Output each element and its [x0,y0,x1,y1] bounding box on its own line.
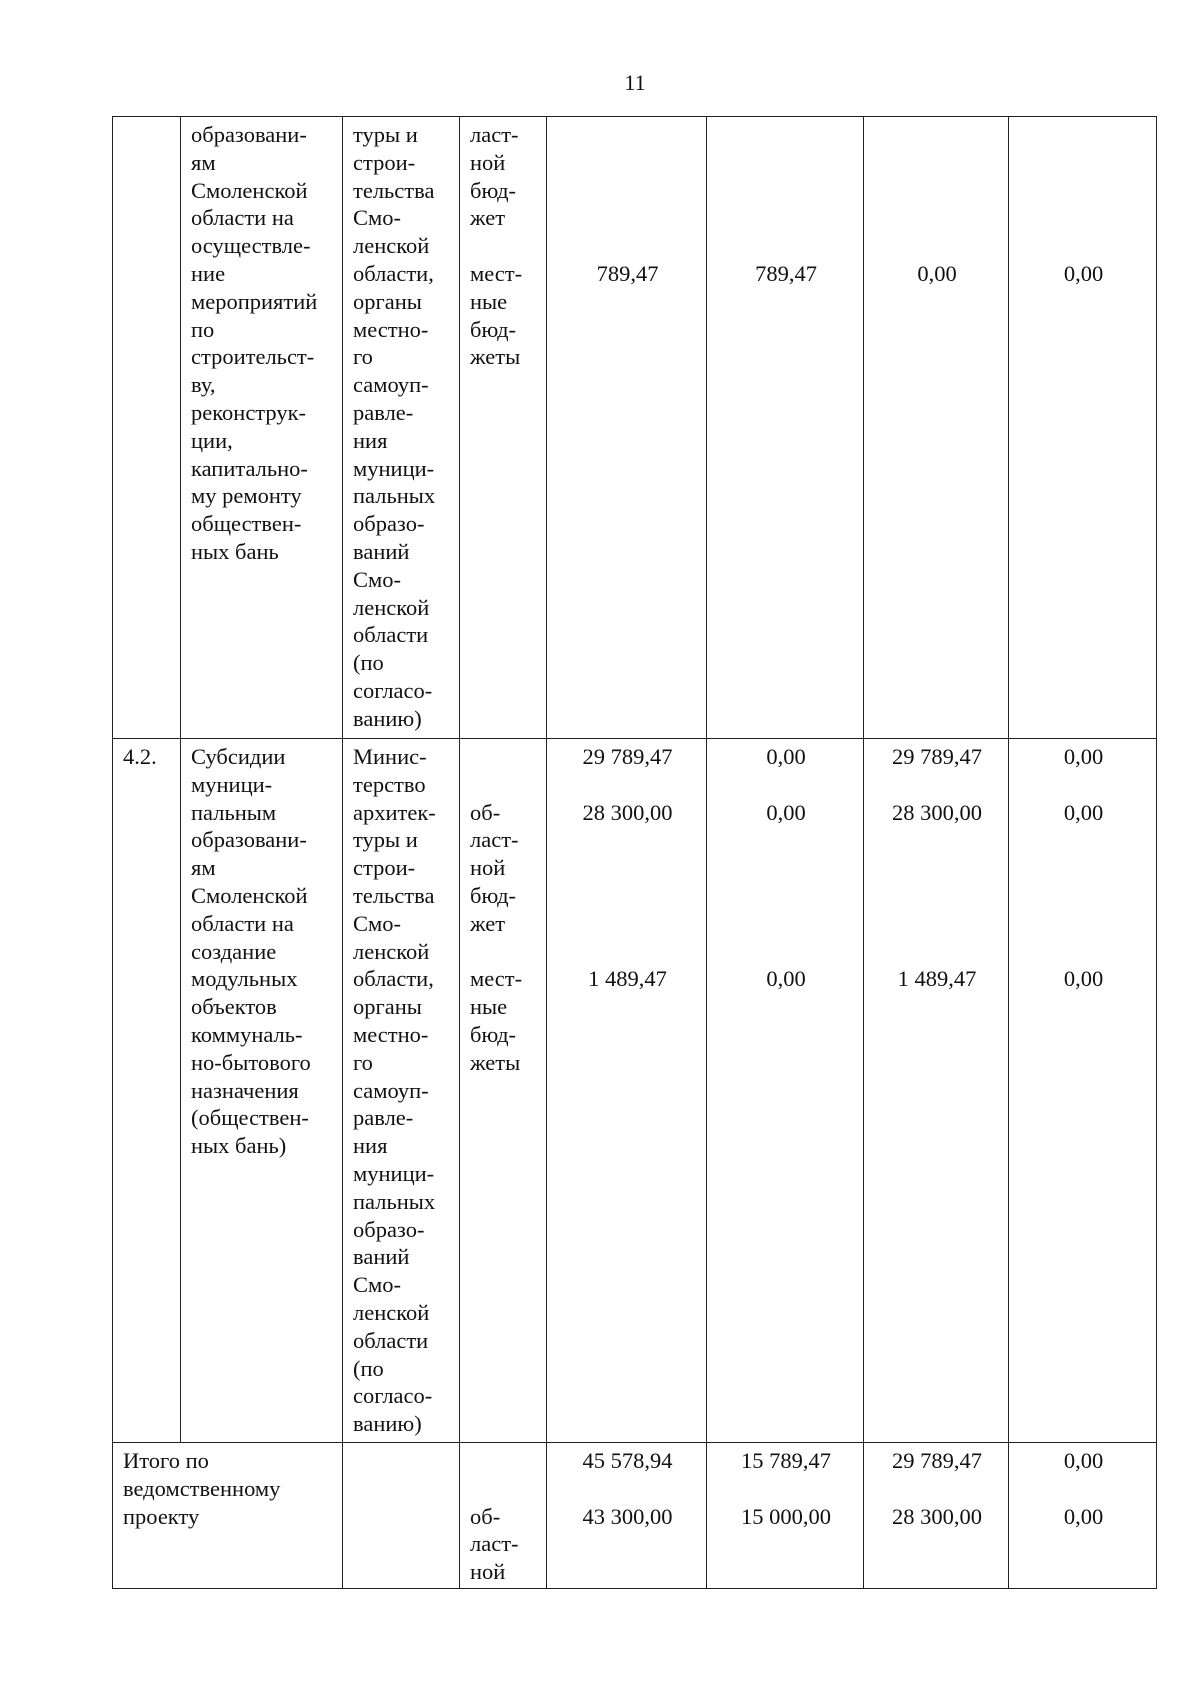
cell-executor [343,1443,460,1589]
cell-executor: туры и строи- тельства Смо- ленской области, органы местно- го самоуп- равле- ния муници- пальных образо- ваний Смо- ленской области (по согласо- ванию) [343,117,460,739]
cell-amount-y1: 0,00 0,00 0,00 [707,739,864,1443]
cell-executor: Минис- терство архитек- туры и строи- тельства Смо- ленской области, органы местно- го самоуп- равле- ния муници- пальных образо- ваний Смо- ленской области (по согласо- ванию) [343,739,460,1443]
cell-amount-total: 789,47 [547,117,707,739]
cell-name: образовани- ям Смоленской области на осуществле- ние мероприятий по строительст- ву, реконструк- ции, капитально- му ремонту обществен- ных бань [181,117,343,739]
cell-source: об- ласт- ной [460,1443,547,1589]
cell-source: ласт- ной бюд- жет мест- ные бюд- жеты [460,117,547,739]
cell-amount-y2: 29 789,47 28 300,00 1 489,47 [864,739,1009,1443]
cell-name: Субсидии муници- пальным образовани- ям Смоленской области на создание модульных объектов коммуналь- но-бытового назначения (обществен- ных бань) [181,739,343,1443]
cell-amount-y3: 0,00 [1009,117,1157,739]
budget-table [112,116,1157,1589]
cell-amount-y2: 29 789,47 28 300,00 [864,1443,1009,1589]
cell-amount-total: 29 789,47 28 300,00 1 489,47 [547,739,707,1443]
cell-amount-y1: 15 789,47 15 000,00 [707,1443,864,1589]
cell-number: 4.2. [113,739,181,1443]
cell-amount-y2: 0,00 [864,117,1009,739]
table-row-total [113,1443,1157,1589]
table-row-continued [113,117,1157,739]
page-number: 11 [624,70,646,95]
cell-total-label: Итого по ведомственному проекту [113,1443,343,1589]
cell-amount-y3: 0,00 0,00 [1009,1443,1157,1589]
cell-amount-total: 45 578,94 43 300,00 [547,1443,707,1589]
cell-number [113,117,181,739]
cell-source: об- ласт- ной бюд- жет мест- ные бюд- жеты [460,739,547,1443]
cell-amount-y1: 789,47 [707,117,864,739]
cell-amount-y3: 0,00 0,00 0,00 [1009,739,1157,1443]
table-row-4-2 [113,739,1157,1443]
